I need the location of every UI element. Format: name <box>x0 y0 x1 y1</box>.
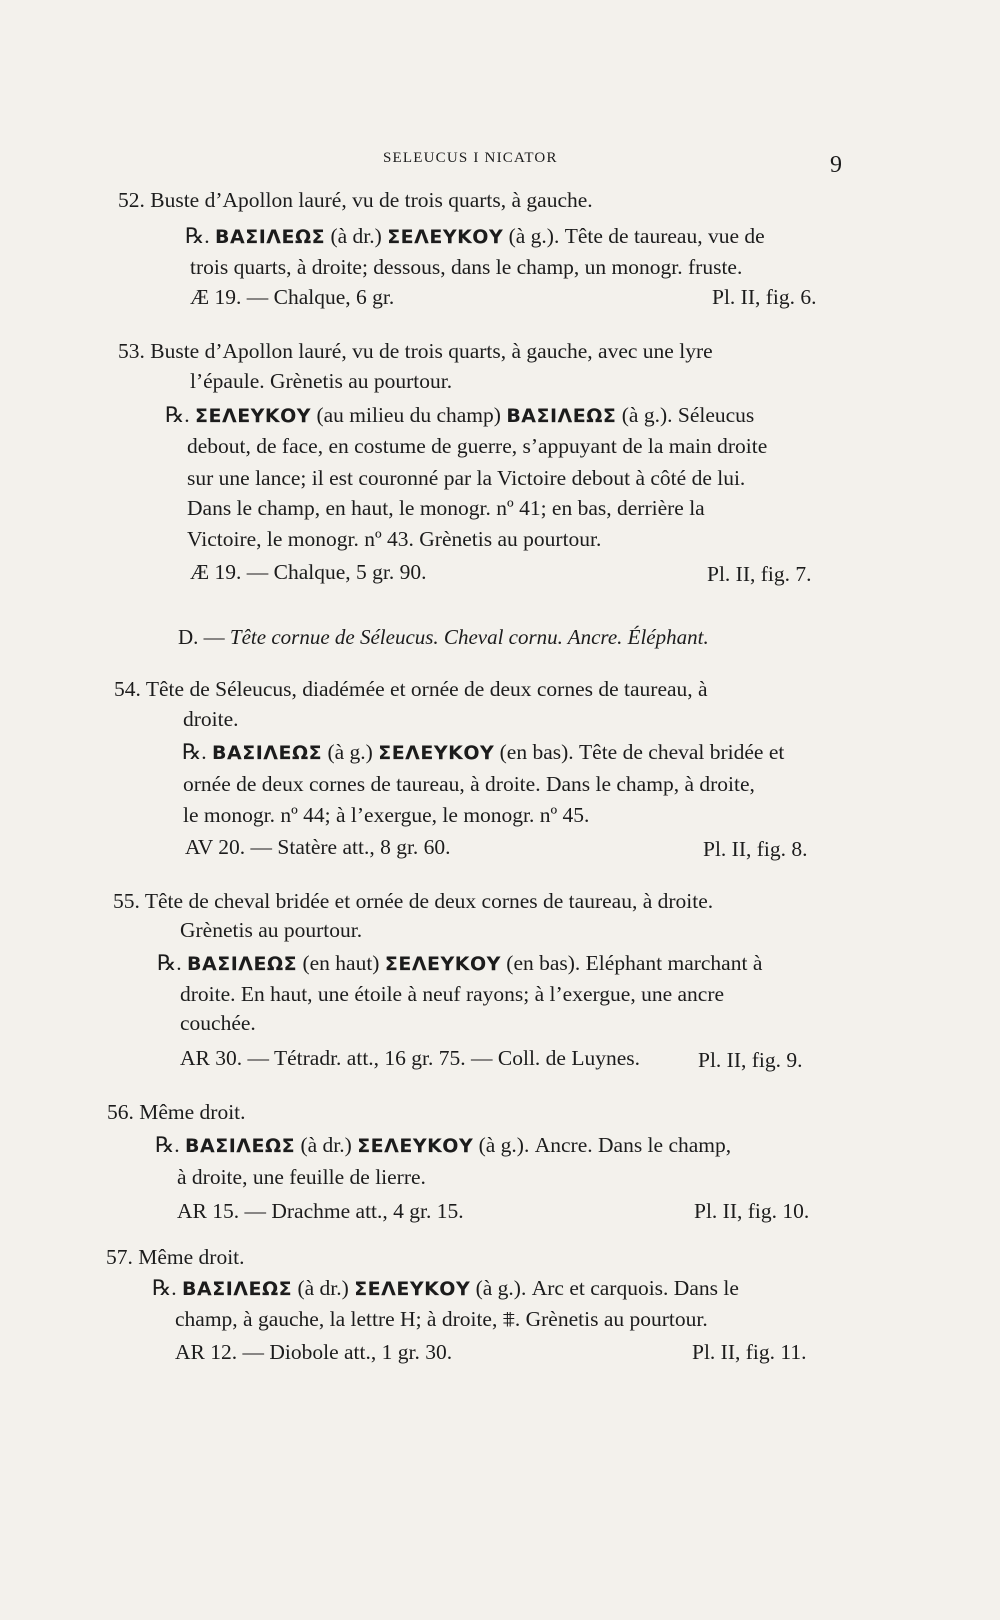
reverse-line: couchée. <box>180 1011 256 1035</box>
reverse-text: (en bas). Eléphant marchant à <box>506 951 763 975</box>
reverse-text: (en bas). Tête de cheval bridée et <box>499 740 785 764</box>
reverse-line: droite. En haut, une étoile à neuf rayons; à l’exergue, une ancre <box>180 982 725 1006</box>
reverse-line <box>182 738 784 767</box>
greek-legend: ΒΑΣΙΛΕΩΣ <box>185 1135 296 1157</box>
reverse-text: (à g.). Ancre. Dans le champ, <box>478 1133 732 1157</box>
greek-legend: ΒΑΣΙΛΕΩΣ <box>187 953 298 975</box>
entry-line <box>118 337 713 365</box>
section-letter: D. <box>178 625 199 649</box>
reverse-mark: ℞. <box>155 1133 180 1157</box>
plate-reference: Pl. II, fig. 8. <box>703 837 808 861</box>
reverse-line: à droite, une feuille de lierre. <box>177 1165 426 1189</box>
obverse-text: Buste d’Apollon lauré, vu de trois quarts, à gauche. <box>150 188 593 212</box>
reverse-line: champ, à gauche, la lettre Η; à droite, ⩨. Grènetis au pourtour. <box>175 1307 708 1331</box>
entry-line <box>106 1243 245 1271</box>
entry-line <box>107 1098 246 1126</box>
greek-legend: ΣΕΛΕΥΚΟΥ <box>195 405 312 427</box>
entry-number: 52. <box>118 188 145 212</box>
section-title: Tête cornue de Séleucus. Cheval cornu. Ancre. Éléphant. <box>229 625 709 649</box>
greek-legend: ΣΕΛΕΥΚΟΥ <box>378 742 495 764</box>
reverse-line: trois quarts, à droite; dessous, dans le champ, un monogr. fruste. <box>190 255 743 279</box>
running-head: SELEUCUS I NICATOR <box>383 150 558 166</box>
reverse-line: Victoire, le monogr. nº 43. Grènetis au pourtour. <box>187 527 602 551</box>
specs-line: Æ 19. — Chalque, 5 gr. 90. <box>190 560 427 584</box>
reverse-mark: ℞. <box>165 403 190 427</box>
entry-line <box>114 675 708 703</box>
reverse-line: sur une lance; il est couronné par la Victoire debout à côté de lui. <box>187 466 746 490</box>
entry-line <box>113 887 713 915</box>
obverse-line: droite. <box>183 707 239 731</box>
specs-line: AR 30. — Tétradr. att., 16 gr. 75. — Coll. de Luynes. <box>180 1046 641 1070</box>
reverse-text: (à dr.) <box>297 1276 349 1300</box>
obverse-text: Tête de Séleucus, diadémée et ornée de deux cornes de taureau, à <box>145 677 708 701</box>
reverse-text: (à dr.) <box>300 1133 352 1157</box>
section-dash: — <box>203 625 225 649</box>
entry-number: 53. <box>118 339 145 363</box>
reverse-text: (à g.). Tête de taureau, vue de <box>508 224 765 248</box>
reverse-text: (à g.) <box>327 740 373 764</box>
specs-line: Æ 19. — Chalque, 6 gr. <box>190 285 395 309</box>
greek-legend: ΣΕΛΕΥΚΟΥ <box>384 953 501 975</box>
obverse-text: Buste d’Apollon lauré, vu de trois quarts, à gauche, avec une lyre <box>150 339 713 363</box>
greek-legend: ΣΕΛΕΥΚΟΥ <box>354 1278 471 1300</box>
greek-legend: ΒΑΣΙΛΕΩΣ <box>506 405 617 427</box>
reverse-line: ornée de deux cornes de taureau, à droite. Dans le champ, à droite, <box>183 772 755 796</box>
page-number: 9 <box>830 152 842 178</box>
reverse-text: (au milieu du champ) <box>316 403 501 427</box>
plate-reference: Pl. II, fig. 9. <box>698 1048 803 1072</box>
plate-reference: Pl. II, fig. 11. <box>692 1340 807 1364</box>
reverse-mark: ℞. <box>185 224 210 248</box>
entry-number: 57. <box>106 1245 133 1269</box>
obverse-text: Même droit. <box>138 1245 245 1269</box>
greek-legend: ΣΕΛΕΥΚΟΥ <box>387 226 504 248</box>
reverse-line <box>185 222 765 251</box>
specs-line: AR 15. — Drachme att., 4 gr. 15. <box>177 1199 464 1223</box>
reverse-line <box>165 401 754 430</box>
reverse-line: le monogr. nº 44; à l’exergue, le monogr. nº 45. <box>183 803 590 827</box>
plate-reference: Pl. II, fig. 6. <box>712 285 817 309</box>
entry-number: 56. <box>107 1100 134 1124</box>
obverse-text: Même droit. <box>139 1100 246 1124</box>
plate-reference: Pl. II, fig. 10. <box>694 1199 810 1223</box>
reverse-text: (en haut) <box>302 951 380 975</box>
specs-line: AV 20. — Statère att., 8 gr. 60. <box>185 835 451 859</box>
plate-reference: Pl. II, fig. 7. <box>707 562 812 586</box>
reverse-line <box>152 1274 739 1303</box>
obverse-line: Grènetis au pourtour. <box>180 918 363 942</box>
reverse-line: debout, de face, en costume de guerre, s’appuyant de la main droite <box>187 434 768 458</box>
reverse-mark: ℞. <box>182 740 207 764</box>
greek-legend: ΒΑΣΙΛΕΩΣ <box>212 742 323 764</box>
entry-number: 55. <box>113 889 140 913</box>
reverse-line <box>157 949 762 978</box>
reverse-line <box>155 1131 731 1160</box>
section-heading <box>178 625 709 650</box>
page-header <box>0 150 1000 176</box>
reverse-text: (à dr.) <box>330 224 382 248</box>
specs-line: AR 12. — Diobole att., 1 gr. 30. <box>175 1340 453 1364</box>
reverse-line: Dans le champ, en haut, le monogr. nº 41; en bas, derrière la <box>187 496 705 520</box>
reverse-mark: ℞. <box>157 951 182 975</box>
obverse-text: Tête de cheval bridée et ornée de deux cornes de taureau, à droite. <box>144 889 714 913</box>
reverse-mark: ℞. <box>152 1276 177 1300</box>
greek-legend: ΒΑΣΙΛΕΩΣ <box>182 1278 293 1300</box>
reverse-text: (à g.). Séleucus <box>621 403 755 427</box>
entry-number: 54. <box>114 677 141 701</box>
greek-legend: ΒΑΣΙΛΕΩΣ <box>215 226 326 248</box>
obverse-line: l’épaule. Grènetis au pourtour. <box>190 369 453 393</box>
greek-legend: ΣΕΛΕΥΚΟΥ <box>357 1135 474 1157</box>
reverse-text: (à g.). Arc et carquois. Dans le <box>475 1276 739 1300</box>
entry-line <box>118 186 593 214</box>
